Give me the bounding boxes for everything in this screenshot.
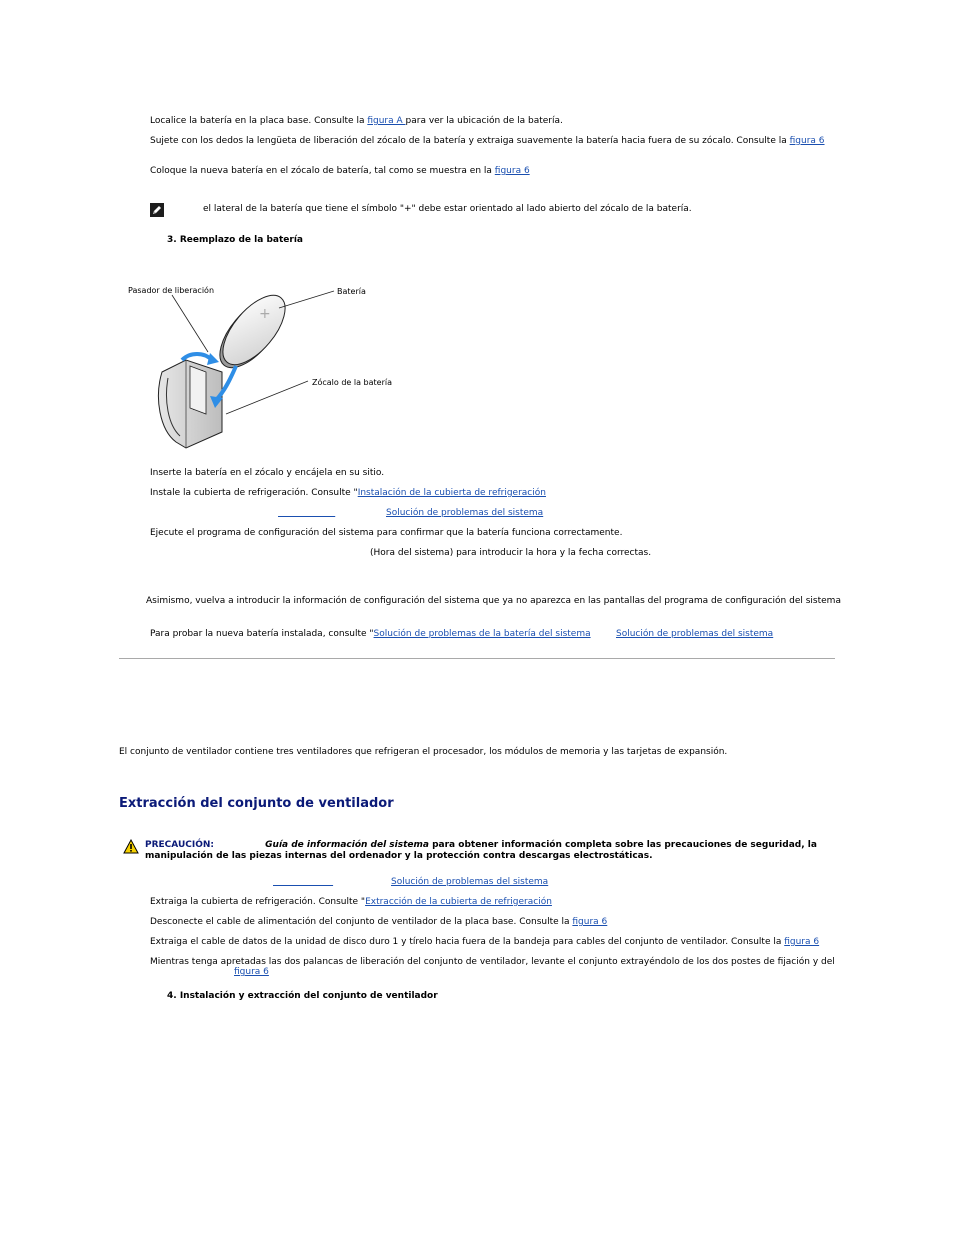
link-figure-6[interactable]: figura 6 [234, 967, 269, 977]
step-insert-battery: Inserte la batería en el zócalo y encájela en su sitio. [150, 468, 385, 478]
step-system-time: (Hora del sistema) para introducir la hora y la fecha correctas. [370, 548, 652, 558]
step-install-cover: Instale la cubierta de refrigeración. Consulte "Instalación de la cubierta de refrigeración [150, 488, 546, 498]
note-pencil-icon [150, 203, 164, 217]
figure-3-caption: 3. Reemplazo de la batería [167, 235, 303, 245]
section-divider [119, 658, 835, 659]
link-install-cooling-cover[interactable]: Instalación de la cubierta de refrigeración [357, 488, 546, 498]
step-locate-battery: Localice la batería en la placa base. Consulte la figura A para ver la ubicación de la batería. [150, 116, 563, 126]
battery-plus-sign: + [259, 306, 271, 322]
link-remove-cooling-cover[interactable]: Extracción de la cubierta de refrigeración [365, 897, 552, 907]
step-troubleshoot-links [278, 508, 335, 519]
removal-step-cover: Extraiga la cubierta de refrigeración. Consulte "Extracción de la cubierta de refrigeración [150, 897, 552, 907]
link-figure-6[interactable]: figura 6 [789, 136, 825, 146]
step-place-battery: Coloque la nueva batería en el zócalo de batería, tal como se muestra en la figura 6 [150, 166, 530, 176]
step-run-setup: Ejecute el programa de configuración del sistema para confirmar que la batería funciona correctamente. [150, 528, 623, 538]
note-text: el lateral de la batería que tiene el símbolo "+" debe estar orientado al lado abierto del zócalo de la batería. [203, 204, 692, 214]
link-figure-6[interactable]: figura 6 [572, 917, 608, 927]
caution-line-1: PRECAUCIÓN: Guía de información del sistema para obtener información completa sobre las precauciones de seguridad, la [145, 840, 817, 850]
step-troubleshoot-links-2 [386, 508, 543, 519]
label-battery-socket: Zócalo de la batería [312, 378, 392, 387]
fan-assembly-intro: El conjunto de ventilador contiene tres ventiladores que refrigeran el procesador, los módulos de memoria y las tarjetas de expansión. [119, 747, 728, 757]
link-figure-a[interactable]: figura A [367, 116, 406, 126]
caution-line-2: manipulación de las piezas internas del ordenador y la protección contra descargas electrostáticas. [145, 851, 653, 861]
link-figure-6[interactable]: figura 6 [494, 166, 530, 176]
figure-4-caption: 4. Instalación y extracción del conjunto de ventilador [167, 991, 438, 1001]
link-troubleshoot-system[interactable]: Solución de problemas del sistema [386, 508, 544, 518]
caution-icon [123, 839, 139, 854]
removal-step-links [273, 877, 333, 888]
link-troubleshoot-system[interactable]: Solución de problemas del sistema [616, 629, 774, 639]
removal-step-data-cable: Extraiga el cable de datos de la unidad de disco duro 1 y tírelo hacia fuera de la bandeja para cables del conjunto de ventilador. Consulte la figura 6 [150, 937, 820, 947]
link-troubleshoot-battery[interactable]: Solución de problemas de la batería del sistema [373, 629, 591, 639]
link-troubleshoot-system[interactable]: Solución de problemas del sistema [391, 877, 549, 887]
step-remove-battery: Sujete con los dedos la lengüeta de liberación del zócalo de la batería y extraiga suavemente la batería hacia fuera de su zócalo. Consulte la figura 6 [150, 136, 825, 146]
step-test-battery-2 [616, 629, 773, 640]
step-reenter-config: Asimismo, vuelva a introducir la información de configuración del sistema que ya no aparezca en las pantallas del programa de configuración del sistema [146, 596, 841, 606]
caution-label: PRECAUCIÓN: [145, 840, 215, 850]
label-release-latch: Pasador de liberación [128, 286, 215, 295]
removal-step-lift-assembly: Mientras tenga apretadas las dos palancas de liberación del conjunto de ventilador, levante el conjunto extrayéndolo de los dos postes de fijación y del [150, 957, 835, 967]
section-title: Extracción del conjunto de ventilador [119, 796, 394, 811]
link-figure-6[interactable]: figura 6 [784, 937, 820, 947]
label-battery: Batería [337, 287, 366, 296]
link-blank[interactable] [273, 877, 333, 887]
removal-step-links-2 [391, 877, 548, 888]
link-blank[interactable] [278, 508, 335, 518]
removal-step-power-cable: Desconecte el cable de alimentación del conjunto de ventilador de la placa base. Consulte la figura 6 [150, 917, 608, 927]
removal-step-lift-assembly-link [234, 967, 269, 978]
battery-replacement-figure [124, 280, 394, 455]
caution-guide-title: Guía de información del sistema [265, 840, 429, 850]
step-test-battery: Para probar la nueva batería instalada, consulte "Solución de problemas de la batería del sistema [150, 629, 591, 639]
